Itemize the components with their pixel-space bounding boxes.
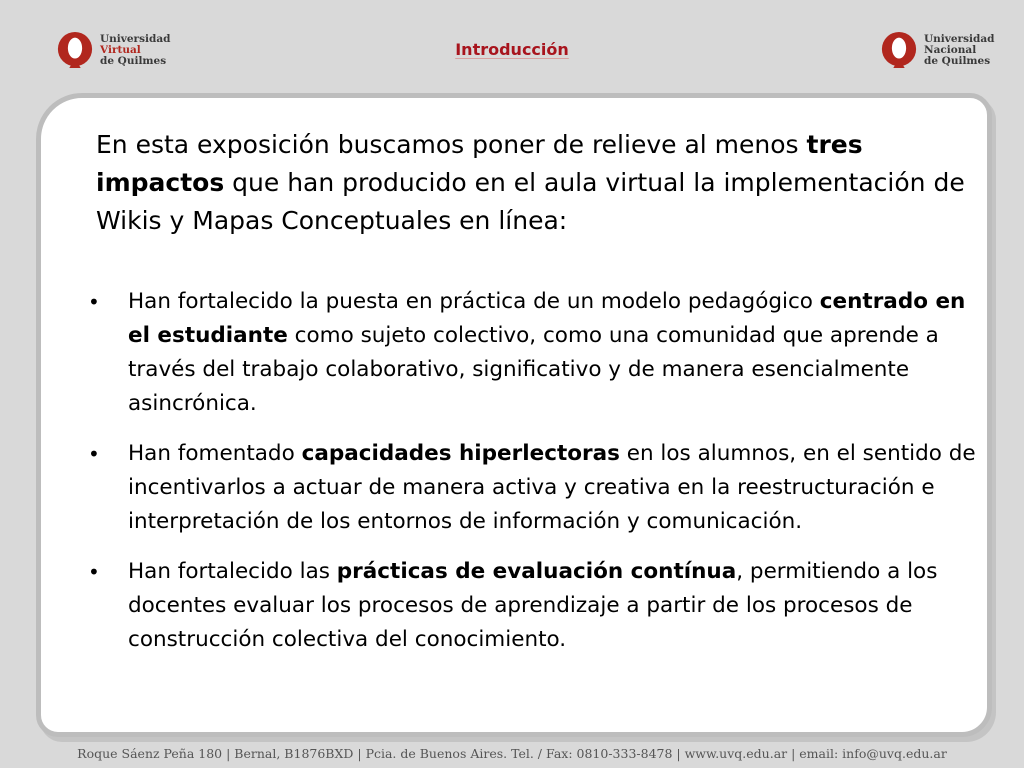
list-item <box>88 437 988 539</box>
university-q-logo-icon <box>880 30 918 70</box>
footer-contact: Roque Sáenz Peña 180 | Bernal, B1876BXD | Pcia. de Buenos Aires. Tel. / Fax: 0810-333-8478 | www.uvq.edu.ar | email: info@uvq.edu.ar <box>77 746 947 761</box>
bullet-icon: • <box>88 560 100 584</box>
unq-logo-text <box>924 34 994 67</box>
bullet-icon: • <box>88 442 100 466</box>
bullet-icon: • <box>88 290 100 314</box>
bullet-text: Han fomentado <box>128 441 302 466</box>
intro-paragraph <box>96 126 976 240</box>
bullet-text: Han fortalecido las <box>128 559 337 584</box>
logo-line: Virtual <box>100 43 141 56</box>
logo-line: de Quilmes <box>924 54 991 67</box>
logo-line: de Quilmes <box>100 54 167 67</box>
intro-text: En esta exposición buscamos poner de relieve al menos <box>96 130 807 159</box>
logo-line: Nacional <box>924 43 977 56</box>
logo-line: Universidad <box>924 32 995 45</box>
impact-list <box>88 285 988 673</box>
logo-line: Universidad <box>100 32 171 45</box>
bullet-emphasis: prácticas de evaluación contínua <box>336 559 737 584</box>
unq-logo <box>880 28 994 72</box>
intro-text: que han producido en el aula virtual la implementación de Wikis y Mapas Conceptuales en línea: <box>96 168 965 235</box>
bullet-emphasis: capacidades hiperlectoras <box>301 441 620 466</box>
slide-title: Introducción <box>455 40 569 59</box>
bullet-text: en los alumnos, en el sentido de incentivarlos a actuar de manera activa y creativa en la reestructuración e interpretación de los entornos de información y comunicación. <box>128 441 976 534</box>
bullet-text: como sujeto colectivo, como una comunidad que aprende a través del trabajo colaborativo, significativo y de manera esencialmente asincrónica. <box>128 323 939 416</box>
intro-emphasis: tres impactos <box>96 130 863 197</box>
list-item <box>88 285 988 421</box>
bullet-text: Han fortalecido la puesta en práctica de un modelo pedagógico <box>128 289 820 314</box>
list-item <box>88 555 988 657</box>
bullet-emphasis: centrado en el estudiante <box>128 289 966 348</box>
bullet-text: , permitiendo a los docentes evaluar los procesos de aprendizaje a partir de los procesos de construcción colectiva del conocimiento. <box>128 559 938 652</box>
